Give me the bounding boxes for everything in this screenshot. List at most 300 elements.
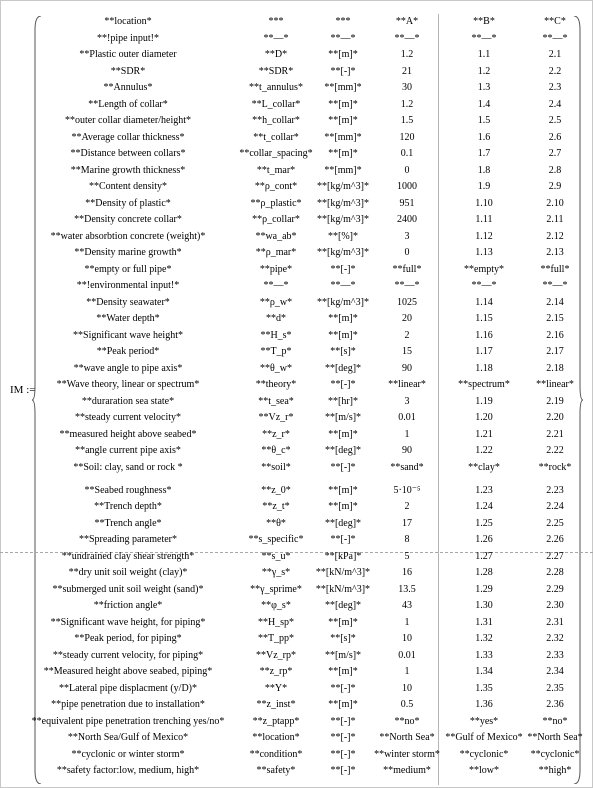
- parameter-unit[interactable]: **[-]*: [330, 732, 356, 743]
- matrix-value-cell[interactable]: 1.2: [477, 65, 491, 77]
- matrix-value-cell[interactable]: 3: [404, 395, 410, 407]
- matrix-value-cell[interactable]: 2.10: [546, 197, 564, 209]
- matrix-value-cell[interactable]: 2.18: [546, 362, 564, 374]
- matrix-value-cell[interactable]: 1.28: [475, 567, 493, 578]
- matrix-value-cell[interactable]: 43: [402, 600, 412, 611]
- matrix-value-cell[interactable]: **empty*: [464, 263, 504, 275]
- matrix-value-cell[interactable]: 1.2: [400, 98, 414, 110]
- matrix-value-cell[interactable]: **B*: [473, 16, 495, 27]
- matrix-value-cell[interactable]: 3: [404, 230, 410, 242]
- matrix-value-cell[interactable]: 2.13: [546, 247, 564, 258]
- parameter-description[interactable]: **Measured height above seabed, piping*: [43, 666, 213, 677]
- matrix-value-cell[interactable]: **rock*: [538, 461, 572, 473]
- matrix-row: [0, 460, 593, 477]
- parameter-symbol[interactable]: **condition*: [249, 748, 303, 760]
- matrix-value-cell[interactable]: 0.1: [400, 148, 414, 159]
- parameter-description[interactable]: **wave angle to pipe axis*: [73, 362, 183, 374]
- parameter-symbol[interactable]: **d*: [266, 313, 286, 324]
- parameter-symbol[interactable]: **ρ_plastic*: [250, 197, 302, 209]
- matrix-value-cell[interactable]: 2.24: [546, 501, 564, 512]
- parameter-symbol[interactable]: **SDR*: [258, 65, 294, 77]
- parameter-symbol[interactable]: **θ*: [266, 517, 286, 529]
- matrix-value-cell[interactable]: 1.27: [475, 550, 493, 562]
- parameter-unit[interactable]: **[m]*: [328, 485, 358, 496]
- matrix-value-cell[interactable]: **high*: [538, 765, 572, 776]
- parameter-description[interactable]: **water absorbtion concrete (weight)*: [50, 230, 206, 242]
- parameter-symbol[interactable]: **ρ_w*: [259, 296, 293, 308]
- matrix-value-cell[interactable]: 2.16: [546, 329, 564, 341]
- matrix-value-cell[interactable]: 1: [404, 666, 410, 677]
- matrix-value-cell[interactable]: 2: [404, 329, 410, 341]
- parameter-symbol[interactable]: **t_mar*: [256, 164, 296, 176]
- parameter-description[interactable]: **equivalent pipe penetration trenching yes/no*: [31, 715, 225, 727]
- parameter-unit[interactable]: **[kPa]*: [324, 550, 362, 562]
- matrix-value-cell[interactable]: 2.33: [546, 649, 564, 661]
- parameter-unit[interactable]: **[kg/m^3]*: [317, 214, 369, 225]
- matrix-value-cell[interactable]: 2.3: [548, 82, 562, 93]
- parameter-symbol[interactable]: **θ_w*: [259, 362, 293, 374]
- parameter-symbol[interactable]: **Y*: [264, 682, 288, 694]
- parameter-description[interactable]: **steady current velocity, for piping*: [52, 649, 204, 661]
- matrix-row: [0, 311, 593, 328]
- matrix-value-cell[interactable]: **low*: [469, 765, 499, 776]
- parameter-symbol[interactable]: **L_collar*: [251, 98, 301, 110]
- matrix-value-cell[interactable]: 1.23: [475, 485, 493, 496]
- parameter-description[interactable]: **pipe penetration due to installation*: [51, 699, 205, 710]
- matrix-value-cell[interactable]: 1.20: [475, 412, 493, 423]
- matrix-value-cell[interactable]: 15: [402, 346, 412, 357]
- parameter-symbol[interactable]: **Vz_rp*: [256, 649, 296, 661]
- parameter-symbol[interactable]: **soil*: [261, 461, 291, 473]
- matrix-value-cell[interactable]: 0.5: [400, 699, 414, 710]
- matrix-value-cell[interactable]: 2.14: [546, 296, 564, 308]
- parameter-unit[interactable]: **[mm]*: [324, 131, 362, 143]
- parameter-symbol[interactable]: **H_s*: [260, 329, 292, 341]
- matrix-value-cell[interactable]: 20: [402, 313, 412, 324]
- matrix-value-cell[interactable]: 5: [404, 550, 410, 562]
- matrix-row: [0, 212, 593, 229]
- matrix-value-cell[interactable]: 2.11: [546, 214, 564, 225]
- matrix-value-cell[interactable]: 17: [402, 517, 412, 529]
- parameter-unit[interactable]: **—*: [330, 32, 356, 44]
- parameter-description[interactable]: **Lateral pipe displacment (y/D)*: [58, 682, 198, 694]
- matrix-row: [0, 648, 593, 665]
- matrix-row: [0, 598, 593, 615]
- parameter-description[interactable]: **North Sea/Gulf of Mexico*: [67, 732, 189, 743]
- parameter-symbol[interactable]: **pipe*: [259, 263, 293, 275]
- matrix-value-cell[interactable]: 1.21: [475, 428, 493, 440]
- matrix-value-cell[interactable]: 1.4: [477, 98, 491, 110]
- matrix-value-cell[interactable]: 1.22: [475, 445, 493, 456]
- matrix-row: [0, 549, 593, 566]
- matrix-value-cell[interactable]: 2.35: [546, 682, 564, 694]
- matrix-value-cell[interactable]: 1.17: [475, 346, 493, 357]
- parameter-unit[interactable]: **[m]*: [328, 616, 358, 628]
- parameter-description[interactable]: **location*: [104, 16, 152, 27]
- parameter-unit[interactable]: **[kg/m^3]*: [317, 181, 369, 192]
- matrix-row: [0, 730, 593, 747]
- matrix-value-cell[interactable]: 1.7: [477, 148, 491, 159]
- parameter-symbol[interactable]: **z_rp*: [259, 666, 293, 677]
- matrix-value-cell[interactable]: 2.1: [548, 49, 562, 60]
- matrix-value-cell[interactable]: 90: [402, 362, 412, 374]
- parameter-symbol[interactable]: **ρ_mar*: [255, 247, 297, 258]
- matrix-value-cell[interactable]: 2.34: [546, 666, 564, 677]
- matrix-value-cell[interactable]: **North Sea*: [379, 732, 435, 743]
- matrix-value-cell[interactable]: 1.3: [477, 82, 491, 93]
- parameter-symbol[interactable]: **s_u*: [261, 550, 291, 562]
- matrix-value-cell[interactable]: 1.16: [475, 329, 493, 341]
- parameter-unit[interactable]: **[-]*: [330, 65, 356, 77]
- matrix-value-cell[interactable]: 2.23: [546, 485, 564, 496]
- parameter-unit[interactable]: **[kN/m^3]*: [315, 567, 371, 578]
- parameter-unit[interactable]: **[-]*: [330, 263, 356, 275]
- matrix-value-cell[interactable]: 1.31: [475, 616, 493, 628]
- matrix-value-cell[interactable]: 90: [402, 445, 412, 456]
- parameter-unit[interactable]: **[-]*: [330, 682, 356, 694]
- matrix-value-cell[interactable]: 13.5: [398, 583, 416, 595]
- matrix-value-cell[interactable]: 2.4: [548, 98, 562, 110]
- matrix-value-cell[interactable]: 2.15: [546, 313, 564, 324]
- matrix-row: [0, 229, 593, 246]
- parameter-description[interactable]: **measured height above seabed*: [59, 428, 197, 440]
- parameter-description[interactable]: **Density marine growth*: [74, 247, 182, 258]
- parameter-description[interactable]: **steady current velocity*: [74, 412, 182, 423]
- parameter-unit[interactable]: **—*: [330, 280, 356, 291]
- matrix-row: [0, 747, 593, 764]
- parameter-symbol[interactable]: **s_specific*: [248, 534, 304, 545]
- parameter-description[interactable]: **Seabed roughness*: [84, 485, 172, 496]
- matrix-value-cell[interactable]: 1.5: [477, 115, 491, 126]
- matrix-value-cell[interactable]: 1: [404, 616, 410, 628]
- matrix-row: [0, 582, 593, 599]
- matrix-value-cell[interactable]: 1.18: [475, 362, 493, 374]
- matrix-value-cell[interactable]: 1.1: [477, 49, 491, 60]
- matrix-value-cell[interactable]: 2.22: [546, 445, 564, 456]
- parameter-unit[interactable]: **[deg]*: [324, 517, 362, 529]
- parameter-description[interactable]: **Peak period*: [96, 346, 160, 357]
- parameter-description[interactable]: **Significant wave height, for piping*: [50, 616, 206, 628]
- parameter-symbol[interactable]: **z_t*: [262, 501, 290, 512]
- parameter-description[interactable]: **Density concrete collar*: [74, 214, 182, 225]
- matrix-value-cell[interactable]: **full*: [540, 263, 570, 275]
- matrix-value-cell[interactable]: **medium*: [383, 765, 431, 776]
- parameter-symbol[interactable]: **z_inst*: [256, 699, 296, 710]
- parameter-unit[interactable]: **[deg]*: [324, 362, 362, 374]
- matrix-value-cell[interactable]: 1.14: [475, 296, 493, 308]
- matrix-value-cell[interactable]: 1.35: [475, 682, 493, 694]
- parameter-symbol[interactable]: **z_ptapp*: [252, 715, 300, 727]
- matrix-value-cell[interactable]: 1.34: [475, 666, 493, 677]
- parameter-unit[interactable]: **[kN/m^3]*: [315, 583, 371, 595]
- matrix-value-cell[interactable]: **cyclonic*: [459, 748, 509, 760]
- parameter-unit[interactable]: **[-]*: [330, 715, 356, 727]
- parameter-description[interactable]: **Annulus*: [103, 82, 153, 93]
- matrix-row: [0, 565, 593, 582]
- parameter-description[interactable]: **Wave theory, linear or spectrum*: [56, 379, 200, 390]
- parameter-description[interactable]: **submerged unit soil weight (sand)*: [52, 583, 204, 595]
- matrix-row: [0, 714, 593, 731]
- matrix-value-cell[interactable]: 2.7: [548, 148, 562, 159]
- matrix-row: [0, 47, 593, 64]
- matrix-value-cell[interactable]: **winter storm*: [374, 748, 440, 760]
- parameter-unit[interactable]: **[m]*: [328, 428, 358, 440]
- parameter-unit[interactable]: **[m]*: [328, 699, 358, 710]
- matrix-value-cell[interactable]: 0: [404, 164, 410, 176]
- parameter-description[interactable]: **Plastic outer diameter: [79, 49, 177, 60]
- matrix-value-cell[interactable]: **—*: [394, 32, 420, 44]
- parameter-description[interactable]: **SDR*: [110, 65, 146, 77]
- parameter-unit[interactable]: **[deg]*: [324, 600, 362, 611]
- parameter-symbol[interactable]: **t_annulus*: [249, 82, 303, 93]
- matrix-value-cell[interactable]: 0.01: [398, 412, 416, 423]
- parameter-unit[interactable]: **[m]*: [328, 666, 358, 677]
- parameter-unit[interactable]: **[m/s]*: [324, 649, 362, 661]
- matrix-row: [0, 64, 593, 81]
- parameter-unit[interactable]: ***: [335, 16, 351, 27]
- parameter-unit[interactable]: **[-]*: [330, 379, 356, 390]
- parameter-description[interactable]: **Density of plastic*: [85, 197, 171, 209]
- matrix-value-cell[interactable]: 5·10⁻⁵: [393, 485, 421, 496]
- matrix-value-cell[interactable]: **C*: [544, 16, 566, 27]
- matrix-value-cell[interactable]: 1025: [397, 296, 417, 308]
- matrix-value-cell[interactable]: **linear*: [536, 379, 574, 390]
- matrix-value-cell[interactable]: 2: [404, 501, 410, 512]
- parameter-description[interactable]: **dry unit soil weight (clay)*: [68, 567, 188, 578]
- matrix-value-cell[interactable]: 120: [399, 131, 415, 143]
- matrix-row: [0, 245, 593, 262]
- matrix-value-cell[interactable]: 1.30: [475, 600, 493, 611]
- parameter-description[interactable]: **duraration sea state*: [81, 395, 175, 407]
- parameter-symbol[interactable]: **θ_c*: [261, 445, 291, 456]
- matrix-value-cell[interactable]: **no*: [394, 715, 420, 727]
- parameter-unit[interactable]: **[-]*: [330, 748, 356, 760]
- parameter-description[interactable]: **Trench depth*: [94, 501, 162, 512]
- matrix-value-cell[interactable]: **—*: [394, 280, 420, 291]
- parameter-unit[interactable]: **[deg]*: [324, 445, 362, 456]
- parameter-unit[interactable]: **[m]*: [328, 148, 358, 159]
- parameter-unit[interactable]: **[-]*: [330, 534, 356, 545]
- parameter-symbol[interactable]: **Vz_r*: [258, 412, 294, 423]
- parameter-unit[interactable]: **[kg/m^3]*: [317, 296, 369, 308]
- parameter-unit[interactable]: **[m]*: [328, 98, 358, 110]
- parameter-description[interactable]: **Average collar thickness*: [71, 131, 185, 143]
- parameter-symbol[interactable]: **theory*: [255, 379, 297, 390]
- parameter-description[interactable]: **Marine growth thickness*: [70, 164, 186, 176]
- parameter-description[interactable]: **Peak period, for piping*: [74, 633, 182, 644]
- matrix-value-cell[interactable]: 30: [402, 82, 412, 93]
- matrix-value-cell[interactable]: 2.6: [548, 131, 562, 143]
- parameter-symbol[interactable]: **γ_s*: [261, 567, 291, 578]
- matrix-row: [0, 763, 593, 780]
- matrix-value-cell[interactable]: **Gulf of Mexico*: [445, 732, 523, 743]
- matrix-value-cell[interactable]: 16: [402, 567, 412, 578]
- matrix-value-cell[interactable]: 1.8: [477, 164, 491, 176]
- parameter-symbol[interactable]: **—*: [263, 280, 289, 291]
- matrix-value-cell[interactable]: 1.36: [475, 699, 493, 710]
- parameter-unit[interactable]: **[%]*: [328, 230, 358, 242]
- parameter-description[interactable]: **friction angle*: [93, 600, 163, 611]
- matrix-value-cell[interactable]: 1.12: [475, 230, 493, 242]
- parameter-symbol[interactable]: **—*: [263, 32, 289, 44]
- parameter-symbol[interactable]: **h_collar*: [252, 115, 300, 126]
- matrix-value-cell[interactable]: 1.25: [475, 517, 493, 529]
- parameter-description[interactable]: **Density seawater*: [86, 296, 170, 308]
- matrix-value-cell[interactable]: 2.26: [546, 534, 564, 545]
- matrix-value-cell[interactable]: 1.26: [475, 534, 493, 545]
- parameter-description[interactable]: **Length of collar*: [88, 98, 168, 110]
- matrix-value-cell[interactable]: **North Sea*: [527, 732, 583, 743]
- matrix-row: [0, 14, 593, 31]
- parameter-symbol[interactable]: **location*: [252, 732, 300, 743]
- parameter-symbol[interactable]: **safety*: [256, 765, 296, 776]
- matrix-row: [0, 681, 593, 698]
- parameter-symbol[interactable]: **wa_ab*: [255, 230, 297, 242]
- parameter-symbol[interactable]: **z_r*: [262, 428, 290, 440]
- parameter-unit[interactable]: **[kg/m^3]*: [317, 197, 369, 209]
- parameter-unit[interactable]: **[s]*: [330, 346, 356, 357]
- parameter-description[interactable]: **Distance between collars*: [70, 148, 186, 159]
- parameter-unit[interactable]: **[kg/m^3]*: [317, 247, 369, 258]
- parameter-symbol[interactable]: **ρ_cont*: [254, 181, 298, 192]
- matrix-value-cell[interactable]: 2.21: [546, 428, 564, 440]
- matrix-value-cell[interactable]: 2.19: [546, 395, 564, 407]
- matrix-row: [0, 80, 593, 97]
- parameter-description[interactable]: **undrained clay shear strength*: [61, 550, 195, 562]
- matrix-value-cell[interactable]: **—*: [471, 280, 497, 291]
- matrix-row: [0, 516, 593, 533]
- parameter-description[interactable]: **!environmental input!*: [76, 280, 180, 291]
- matrix-value-cell[interactable]: 2.32: [546, 633, 564, 644]
- parameter-unit[interactable]: **[m]*: [328, 313, 358, 324]
- matrix-value-cell[interactable]: 8: [404, 534, 410, 545]
- parameter-symbol[interactable]: **t_collar*: [253, 131, 299, 143]
- matrix-value-cell[interactable]: 2.17: [546, 346, 564, 357]
- parameter-symbol[interactable]: **φ_s*: [261, 600, 291, 611]
- parameter-description[interactable]: **Spreading parameter*: [78, 534, 178, 545]
- parameter-symbol[interactable]: **γ_sprime*: [250, 583, 302, 595]
- parameter-unit[interactable]: **[mm]*: [324, 82, 362, 93]
- matrix-value-cell[interactable]: 2.2: [548, 65, 562, 77]
- matrix-value-cell[interactable]: 0.01: [398, 649, 416, 661]
- matrix-value-cell[interactable]: 1.6: [477, 131, 491, 143]
- parameter-unit[interactable]: **[-]*: [330, 765, 356, 776]
- parameter-description[interactable]: **empty or full pipe*: [84, 263, 172, 275]
- matrix-value-cell[interactable]: 1.9: [477, 181, 491, 192]
- matrix-value-cell[interactable]: 2.5: [548, 115, 562, 126]
- matrix-row: [0, 377, 593, 394]
- parameter-unit[interactable]: **[m/s]*: [324, 412, 362, 423]
- parameter-unit[interactable]: **[-]*: [330, 461, 356, 473]
- matrix-value-cell[interactable]: 1.32: [475, 633, 493, 644]
- matrix-value-cell[interactable]: **—*: [471, 32, 497, 44]
- matrix-value-cell[interactable]: 1.19: [475, 395, 493, 407]
- matrix-value-cell[interactable]: **sand*: [390, 461, 424, 473]
- parameter-description[interactable]: **cyclonic or winter storm*: [71, 748, 185, 760]
- parameter-symbol[interactable]: ***: [268, 16, 284, 27]
- parameter-description[interactable]: **angle current pipe axis*: [75, 445, 181, 456]
- parameter-unit[interactable]: **[s]*: [330, 633, 356, 644]
- parameter-description[interactable]: **Water depth*: [96, 313, 160, 324]
- matrix-value-cell[interactable]: **spectrum*: [458, 379, 510, 390]
- matrix-value-cell[interactable]: 21: [402, 65, 412, 77]
- matrix-value-cell[interactable]: 2.9: [548, 181, 562, 192]
- matrix-value-cell[interactable]: 2.36: [546, 699, 564, 710]
- matrix-value-cell[interactable]: 2.20: [546, 412, 564, 423]
- parameter-symbol[interactable]: **T_p*: [260, 346, 292, 357]
- matrix-value-cell[interactable]: 951: [399, 197, 415, 209]
- matrix-value-cell[interactable]: **linear*: [388, 379, 426, 390]
- parameter-unit[interactable]: **[m]*: [328, 115, 358, 126]
- matrix-value-cell[interactable]: **cyclonic*: [530, 748, 580, 760]
- matrix-value-cell[interactable]: **full*: [392, 263, 422, 275]
- matrix-value-cell[interactable]: 2.31: [546, 616, 564, 628]
- parameter-description[interactable]: **safety factor:low, medium, high*: [56, 765, 200, 776]
- parameter-symbol[interactable]: **collar_spacing*: [239, 148, 313, 159]
- matrix-value-cell[interactable]: 1.15: [475, 313, 493, 324]
- matrix-value-cell[interactable]: **yes*: [469, 715, 499, 727]
- matrix-value-cell[interactable]: 2.12: [546, 230, 564, 242]
- parameter-description[interactable]: **Soil: clay, sand or rock *: [73, 461, 183, 473]
- matrix-value-cell[interactable]: 1000: [397, 181, 417, 192]
- parameter-unit[interactable]: **[hr]*: [328, 395, 358, 407]
- matrix-value-cell[interactable]: **A*: [395, 16, 419, 27]
- matrix-value-cell[interactable]: **—*: [542, 32, 568, 44]
- parameter-unit[interactable]: **[m]*: [328, 501, 358, 512]
- parameter-symbol[interactable]: **H_sp*: [257, 616, 295, 628]
- matrix-value-cell[interactable]: 10: [402, 633, 412, 644]
- matrix-value-cell[interactable]: 1.13: [475, 247, 493, 258]
- matrix-row: [0, 113, 593, 130]
- matrix-value-cell[interactable]: 2.28: [546, 567, 564, 578]
- parameter-description[interactable]: **Trench angle*: [94, 517, 162, 529]
- parameter-symbol[interactable]: **t_sea*: [258, 395, 294, 407]
- matrix-row: [0, 443, 593, 460]
- matrix-value-cell[interactable]: **—*: [542, 280, 568, 291]
- matrix-value-cell[interactable]: 1: [404, 428, 410, 440]
- matrix-value-cell[interactable]: 2.29: [546, 583, 564, 595]
- matrix-value-cell[interactable]: 1.10: [475, 197, 493, 209]
- parameter-symbol[interactable]: **D*: [264, 49, 288, 60]
- matrix-value-cell[interactable]: 1.24: [475, 501, 493, 512]
- parameter-symbol[interactable]: **z_0*: [261, 485, 291, 496]
- matrix-value-cell[interactable]: 2.25: [546, 517, 564, 529]
- matrix-value-cell[interactable]: 10: [402, 682, 412, 694]
- matrix-value-cell[interactable]: 2.27: [546, 550, 564, 562]
- parameter-unit[interactable]: **[mm]*: [324, 164, 362, 176]
- matrix-value-cell[interactable]: 2400: [397, 214, 417, 225]
- parameter-symbol[interactable]: **ρ_collar*: [252, 214, 300, 225]
- matrix-row: [0, 179, 593, 196]
- matrix-value-cell[interactable]: 1.5: [400, 115, 414, 126]
- matrix-value-cell[interactable]: 1.29: [475, 583, 493, 595]
- matrix-value-cell[interactable]: 1.33: [475, 649, 493, 661]
- matrix-value-cell[interactable]: 1.11: [475, 214, 493, 225]
- matrix-value-cell[interactable]: 0: [404, 247, 410, 258]
- matrix-value-cell[interactable]: **no*: [542, 715, 568, 727]
- parameter-description[interactable]: **outer collar diameter/height*: [64, 115, 192, 126]
- parameter-description[interactable]: **Significant wave height*: [73, 329, 183, 341]
- matrix-value-cell[interactable]: **clay*: [468, 461, 500, 473]
- parameter-symbol[interactable]: **T_pp*: [257, 633, 295, 644]
- parameter-description[interactable]: **!pipe input!*: [97, 32, 159, 44]
- matrix-value-cell[interactable]: 2.30: [546, 600, 564, 611]
- matrix-value-cell[interactable]: 1.2: [400, 49, 414, 60]
- matrix-value-cell[interactable]: 2.8: [548, 164, 562, 176]
- parameter-unit[interactable]: **[m]*: [328, 329, 358, 341]
- parameter-description[interactable]: **Content density*: [88, 181, 168, 192]
- parameter-unit[interactable]: **[m]*: [328, 49, 358, 60]
